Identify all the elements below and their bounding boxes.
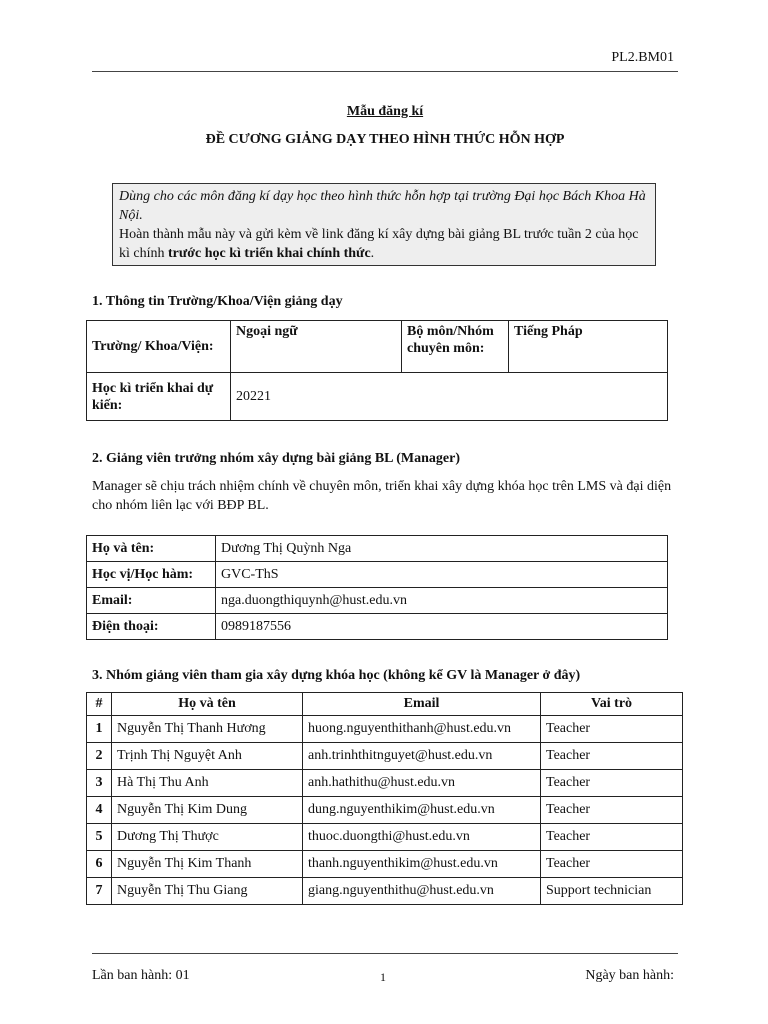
note-instruction-bold: trước học kì triển khai chính thức bbox=[168, 246, 371, 261]
table-row bbox=[87, 770, 683, 797]
col-email-header: Email bbox=[303, 693, 541, 716]
semester-label: Học kì triển khai dự kiến: bbox=[87, 373, 231, 421]
col-name-header: Họ và tên bbox=[112, 693, 303, 716]
manager-degree-value: GVC-ThS bbox=[216, 562, 668, 588]
member-role: Support technician bbox=[541, 878, 683, 905]
issue-date-label: Ngày ban hành: bbox=[585, 968, 674, 983]
section1-heading: 1. Thông tin Trường/Khoa/Viện giảng dạy bbox=[92, 294, 343, 309]
manager-name-label: Họ và tên: bbox=[87, 536, 216, 562]
manager-table bbox=[86, 535, 668, 640]
member-number: 7 bbox=[87, 878, 112, 905]
table-row bbox=[87, 743, 683, 770]
table-row bbox=[87, 716, 683, 743]
member-number: 6 bbox=[87, 851, 112, 878]
table-row bbox=[87, 824, 683, 851]
member-name: Nguyễn Thị Thanh Hương bbox=[112, 716, 303, 743]
col-number-header: # bbox=[87, 693, 112, 716]
member-name: Trịnh Thị Nguyệt Anh bbox=[112, 743, 303, 770]
member-number: 4 bbox=[87, 797, 112, 824]
member-number: 3 bbox=[87, 770, 112, 797]
manager-name-value: Dương Thị Quỳnh Nga bbox=[216, 536, 668, 562]
manager-phone-label: Điện thoại: bbox=[87, 614, 216, 640]
issue-number: Lần ban hành: 01 bbox=[92, 968, 190, 983]
member-number: 2 bbox=[87, 743, 112, 770]
table-row bbox=[87, 536, 668, 562]
manager-degree-label: Học vị/Học hàm: bbox=[87, 562, 216, 588]
section3-heading: 3. Nhóm giảng viên tham gia xây dựng khóa học (không kể GV là Manager ở đây) bbox=[92, 668, 581, 683]
member-number: 5 bbox=[87, 824, 112, 851]
member-email: thuoc.duongthi@hust.edu.vn bbox=[303, 824, 541, 851]
semester-value: 20221 bbox=[231, 373, 668, 421]
member-email: giang.nguyenthithu@hust.edu.vn bbox=[303, 878, 541, 905]
member-email: dung.nguyenthikim@hust.edu.vn bbox=[303, 797, 541, 824]
member-email: thanh.nguyenthikim@hust.edu.vn bbox=[303, 851, 541, 878]
member-role: Teacher bbox=[541, 851, 683, 878]
member-email: anh.hathithu@hust.edu.vn bbox=[303, 770, 541, 797]
member-role: Teacher bbox=[541, 824, 683, 851]
member-role: Teacher bbox=[541, 716, 683, 743]
table-header-row bbox=[87, 693, 683, 716]
member-number: 1 bbox=[87, 716, 112, 743]
member-name: Dương Thị Thược bbox=[112, 824, 303, 851]
manager-description: Manager sẽ chịu trách nhiệm chính về chuyên môn, triển khai xây dựng khóa học trên LMS và đại diện cho nhóm liên lạc với BĐP BL. bbox=[92, 479, 672, 513]
team-table bbox=[86, 692, 683, 905]
header-rule bbox=[92, 71, 678, 72]
school-value: Ngoại ngữ bbox=[231, 321, 402, 373]
table-row bbox=[87, 878, 683, 905]
member-name: Nguyễn Thị Kim Dung bbox=[112, 797, 303, 824]
page-number: 1 bbox=[380, 970, 386, 984]
table-row bbox=[87, 851, 683, 878]
school-label: Trường/ Khoa/Viện: bbox=[87, 321, 231, 373]
member-role: Teacher bbox=[541, 770, 683, 797]
manager-email-label: Email: bbox=[87, 588, 216, 614]
section2-heading: 2. Giảng viên trưởng nhóm xây dựng bài giảng BL (Manager) bbox=[92, 451, 460, 466]
instruction-note bbox=[112, 183, 656, 266]
member-name: Hà Thị Thu Anh bbox=[112, 770, 303, 797]
manager-phone-value: 0989187556 bbox=[216, 614, 668, 640]
document-title: ĐỀ CƯƠNG GIẢNG DẠY THEO HÌNH THỨC HỖN HỢP bbox=[205, 132, 565, 147]
school-info-table bbox=[86, 320, 668, 421]
table-row bbox=[87, 614, 668, 640]
note-instruction-text: Hoàn thành mẫu này và gửi kèm về link đăng kí xây dựng bài giảng BL trước tuần 2 của học kì chính bbox=[119, 227, 639, 261]
form-code: PL2.BM01 bbox=[611, 50, 674, 65]
col-role-header: Vai trò bbox=[541, 693, 683, 716]
note-usage-text: Dùng cho các môn đăng kí dạy học theo hình thức hỗn hợp tại trường Đại học Bách Khoa Hà Nội. bbox=[119, 189, 646, 223]
member-email: anh.trinhthitnguyet@hust.edu.vn bbox=[303, 743, 541, 770]
member-name: Nguyễn Thị Kim Thanh bbox=[112, 851, 303, 878]
member-role: Teacher bbox=[541, 743, 683, 770]
note-instruction-end: . bbox=[370, 246, 375, 261]
department-value: Tiếng Pháp bbox=[509, 321, 668, 373]
form-title: Mẫu đăng kí bbox=[346, 104, 424, 119]
manager-email-value: nga.duongthiquynh@hust.edu.vn bbox=[216, 588, 668, 614]
table-row bbox=[87, 797, 683, 824]
member-email: huong.nguyenthithanh@hust.edu.vn bbox=[303, 716, 541, 743]
member-name: Nguyễn Thị Thu Giang bbox=[112, 878, 303, 905]
footer-rule bbox=[92, 953, 678, 954]
table-row bbox=[87, 562, 668, 588]
department-label: Bộ môn/Nhóm chuyên môn: bbox=[402, 321, 509, 373]
member-role: Teacher bbox=[541, 797, 683, 824]
table-row bbox=[87, 588, 668, 614]
